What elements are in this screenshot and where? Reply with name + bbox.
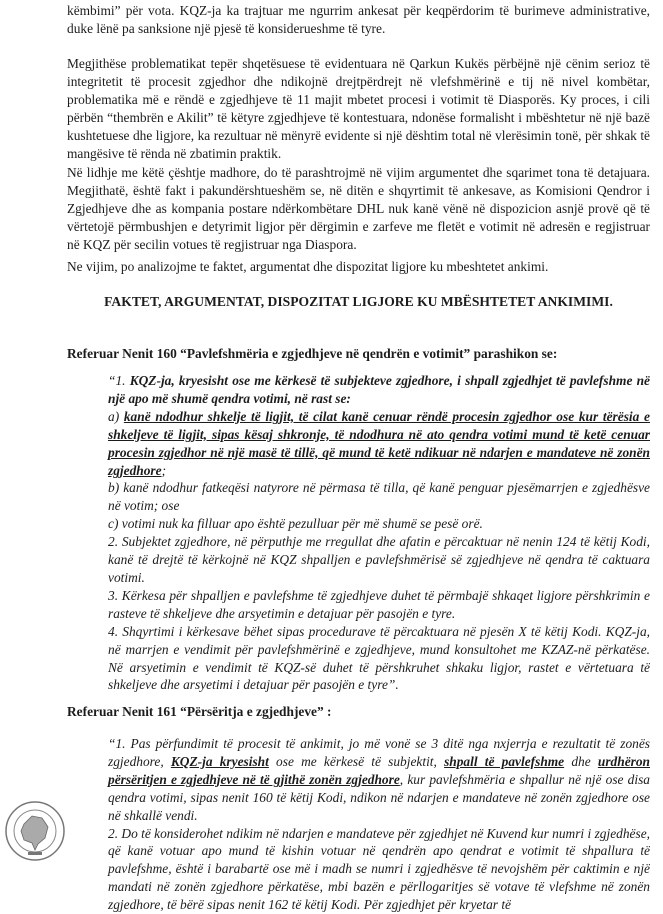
emphasized-text: kanë ndodhur shkelje të ligjit, të cilat kanë cenuar rëndë procesin zgjedhor ose kur tërësia e shkeljeve të ligjit, sipas kësaj shkronje, të ndodhura në ato qendra votimi mund të ketë cenuar procesin zgjedhor në një masë të tillë, që mund të ketë ndikuar në ndarjen e mandateve në zonën zgjedhore: [108, 408, 650, 478]
text-segment: ;: [161, 462, 167, 478]
paragraph: [67, 703, 650, 721]
text-segment: a): [108, 408, 124, 424]
legal-quote: [108, 735, 650, 914]
text-segment: ose me kërkesë të subjektit,: [268, 753, 445, 769]
text-segment: Në lidhje me këtë çështje madhore, do të parashtrojmë në vijim argumentet dhe sqarimet tona të detajuara. Megjithatë, është fakt i pakundërshtueshëm se, në ditën e shqyrtimit të ankesave, as Komisioni Qendror i Zgjedhjeve dhe as kompania postare ndërkombëtare DHL nuk kanë vënë në dispozicion asnjë provë që të vërtetojë përmbushjen e detyrimit ligjor për dërgimin e zarfeve me fletët e votimit në adresën e regjistruar në KQZ për secilin votues të regjistruar nga Diaspora.: [67, 165, 650, 252]
paragraph: [67, 55, 650, 162]
paragraph: [67, 345, 650, 363]
text-segment: , kur pavlefshmëria e shpallur në një ose disa qendra votimi, sipas nenit 160 të këtij Kodi, ndikon në ndarjen e mandateve në zonën zgjedhore ose në shkallë vendi.: [108, 771, 650, 823]
text-segment: 2. Subjektet zgjedhore, në përputhje me rregullat dhe afatin e përcaktuar në nenin 124 të këtij Kodi, kanë të drejtë të kërkojnë në KQZ shpalljen e pavlefshmërisë së zgjedhjeve në qendra të caktuara votimi.: [108, 534, 650, 585]
text-segment: c) votimi nuk ka filluar apo është pezulluar për më shumë se pesë orë.: [108, 516, 483, 532]
paragraph: [67, 258, 650, 276]
text-segment: “1.: [108, 373, 130, 388]
paragraph: [67, 164, 650, 254]
text-segment: Ne vijim, po analizojme te faktet, argumentat dhe dispozitat ligjore ku mbeshtetet ankimi.: [67, 259, 549, 274]
emphasized-text: KQZ-ja kryesisht: [170, 753, 269, 769]
legal-quote: [108, 372, 650, 694]
text-segment: 4. Shqyrtimi i kërkesave bëhet sipas procedurave të përcaktuara në pjesën X të këtij Kodi. KQZ-ja, në marrjen e vendimit për pavlefshmërinë e zgjedhjeve, mund konsultohet me KZAZ-në përkatëse. Në arsyetimin e vendimit të KQZ-së duhet të përshkruhet shkaku ligjor, rastet e vërtetuara të shkeljeve dhe arsyetimi i detajuar për pasojën e tyre”.: [108, 623, 650, 693]
section-heading: [67, 293, 650, 311]
text-segment: Megjithëse problematikat tepër shqetësuese të evidentuara në Qarkun Kukës përbëjnë një cënim serioz të integritetit të procesit zgjedhor dhe ndikojnë drejtpërdrejt në vlefshmërinë e tij në nivel kombëtar, problematika më e rëndë e zgjedhjeve të 11 majit mbetet procesi i votimit të Diasporës. Ky proces, i cili përbën “thembrën e Akilit” të këtyre zgjedhjeve të kontestuara, ndonëse formalisht i mbështetur në një bazë kushtetuese dhe ligjore, ka rezultuar në mënyrë evidente si një dështim total në vlerësimin tonë, për shkak të mangësive të rënda në zbatimin praktik.: [67, 56, 650, 161]
text-segment: dhe: [564, 753, 598, 769]
text-segment: FAKTET, ARGUMENTAT, DISPOZITAT LIGJORE KU MBËSHTETET ANKIMIMI.: [104, 294, 613, 309]
emphasized-text: shpall të pavlefshme: [444, 753, 565, 769]
text-segment: 2. Do të konsiderohet ndikim në ndarjen e mandateve për zgjedhjet në Kuvend kur numri i zgjedhëse, që kanë votuar apo mund të kishin votuar në qendrën apo qendrat e votimit të shpallura të pavlefshme, është i barabartë ose më i madh se numri i zgjedhësve të nevojshëm për caktimin e një mandati në zonën zgjedhore përkatëse, mbi bazën e përllogaritjes së votave të vlefshme në zonën zgjedhore, të bërë sipas nenit 162 të këtij Kodi. Për zgjedhjet për kryetar të: [108, 825, 650, 913]
text-segment: këmbimi” për vota. KQZ-ja ka trajtuar me ngurrim ankesat për keqpërdorim të burimeve administrative, duke lënë pa sanksione një pjesë të konsiderueshme të tyre.: [67, 3, 650, 36]
text-segment: b) kanë ndodhur fatkeqësi natyrore në përmasa të tilla, që kanë penguar pjesëmarrjen e zgjedhësve në votim; ose: [108, 480, 650, 514]
text-segment: “1. Pas përfundimit të procesit të ankimit, jo më vonë se 3 ditë nga nxjerrja e rezultatit të zonës zgjedhore,: [108, 736, 650, 769]
text-segment: Referuar Nenit 161 “Përsëritja e zgjedhjeve” :: [67, 704, 332, 719]
official-seal-icon: [4, 800, 66, 862]
emphasized-text: urdhëron përsëritjen e zgjedhjeve në të gjithë zonën zgjedhore: [108, 753, 650, 787]
paragraph: [67, 2, 650, 38]
emphasized-text: KQZ-ja, kryesisht ose me kërkesë të subjekteve zgjedhore, i shpall zgjedhjet të pavlefshme në një apo më shumë qendra votimi, në rast se:: [108, 373, 650, 406]
text-segment: Referuar Nenit 160 “Pavlefshmëria e zgjedhjeve në qendrën e votimit” parashikon se:: [67, 346, 558, 361]
text-segment: 3. Kërkesa për shpalljen e pavlefshme të zgjedhjeve duhet të përmbajë shkaqet ligjore përshkrimin e rasteve të shkeljeve dhe arsyetimin e detajuar për pasojën e tyre.: [108, 587, 650, 621]
